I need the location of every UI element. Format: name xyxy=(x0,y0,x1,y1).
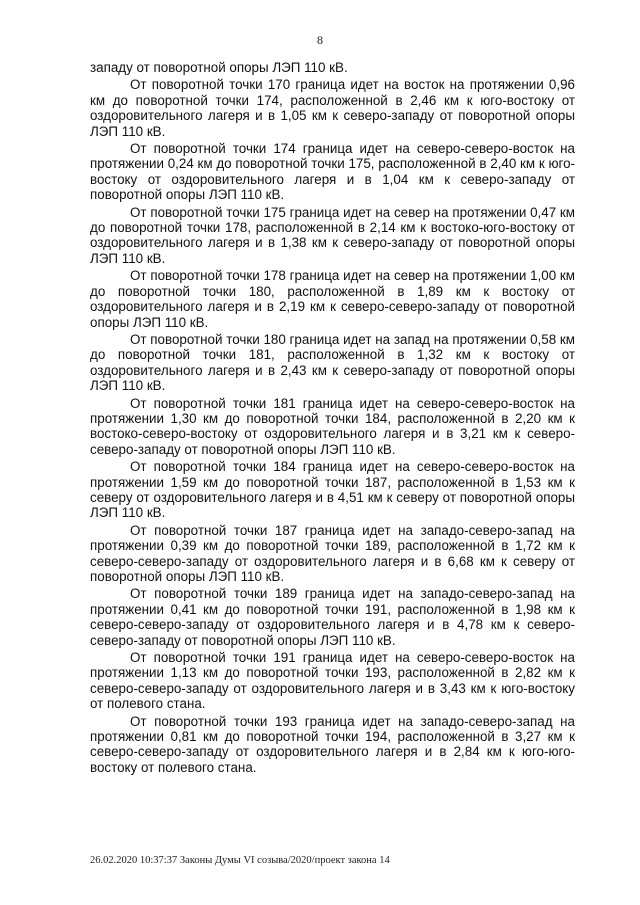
document-body xyxy=(90,60,575,777)
paragraph: От поворотной точки 175 граница идет на север на протяжении 0,47 км до поворотной точки 178, расположенной в 2,14 км к востоко-юго-востоку от оздоровительного лагеря и в 1,38 км к северо-западу от поворотной опоры ЛЭП 110 кВ. xyxy=(90,204,575,266)
paragraph: От поворотной точки 191 граница идет на северо-северо-восток на протяжении 1,13 км до поворотной точки 193, расположенной в 2,82 км к северо-северо-западу от оздоровительного лагеря и в 3,43 км к юго-востоку от полевого стана. xyxy=(90,650,575,712)
paragraph: От поворотной точки 184 граница идет на северо-северо-восток на протяжении 1,59 км до поворотной точки 187, расположенной в 1,53 км к северу от оздоровительного лагеря и в 4,51 км к северу от поворотной опоры ЛЭП 110 кВ. xyxy=(90,459,575,521)
paragraph: От поворотной точки 180 граница идет на запад на протяжении 0,58 км до поворотной точки 181, расположенной в 1,32 км к востоку от оздоровительного лагеря и в 2,43 км к северо-западу от поворотной опоры ЛЭП 110 кВ. xyxy=(90,331,575,394)
document-footer: 26.02.2020 10:37:37 Законы Думы VI созыва/2020/проект закона 14 xyxy=(90,855,390,866)
paragraph: От поворотной точки 189 граница идет на западо-северо-запад на протяжении 0,41 км до поворотной точки 191, расположенной в 1,98 км к северо-северо-западу от оздоровительного лагеря и в 4,78 км к северо-северо-западу от поворотной опоры ЛЭП 110 кВ. xyxy=(90,586,575,648)
paragraph: От поворотной точки 170 граница идет на восток на протяжении 0,96 км до поворотной точки 174, расположенной в 2,46 км к юго-востоку от оздоровительного лагеря и в 1,05 км к северо-западу от поворотной опоры ЛЭП 110 кВ. xyxy=(90,77,575,139)
paragraph: От поворотной точки 178 граница идет на север на протяжении 1,00 км до поворотной точки 180, расположенной в 1,89 км к востоку от оздоровительного лагеря и в 2,19 км к северо-северо-западу от поворотной опоры ЛЭП 110 кВ. xyxy=(90,268,575,330)
paragraph: От поворотной точки 174 граница идет на северо-северо-восток на протяжении 0,24 км до поворотной точки 175, расположенной в 2,40 км к юго-востоку от оздоровительного лагеря и в 1,04 км к северо-западу от поворотной опоры ЛЭП 110 кВ. xyxy=(90,141,575,203)
paragraph: От поворотной точки 187 граница идет на западо-северо-запад на протяжении 0,39 км до поворотной точки 189, расположенной в 1,72 км к северо-северо-западу от оздоровительного лагеря и в 6,68 км к северу от поворотной опоры ЛЭП 110 кВ. xyxy=(90,522,575,584)
paragraph-continuation: западу от поворотной опоры ЛЭП 110 кВ. xyxy=(90,60,348,75)
page-number: 8 xyxy=(317,33,323,47)
paragraph: От поворотной точки 193 граница идет на западо-северо-запад на протяжении 0,81 км до поворотной точки 194, расположенной в 3,27 км к северо-северо-западу от оздоровительного лагеря и в 2,84 км к юго-юго-востоку от полевого стана. xyxy=(90,713,575,775)
paragraph: От поворотной точки 181 граница идет на северо-северо-восток на протяжении 1,30 км до поворотной точки 184, расположенной в 2,20 км к востоко-северо-востоку от оздоровительного лагеря и в 3,21 км к северо-северо-западу от поворотной опоры ЛЭП 110 кВ. xyxy=(90,395,575,457)
